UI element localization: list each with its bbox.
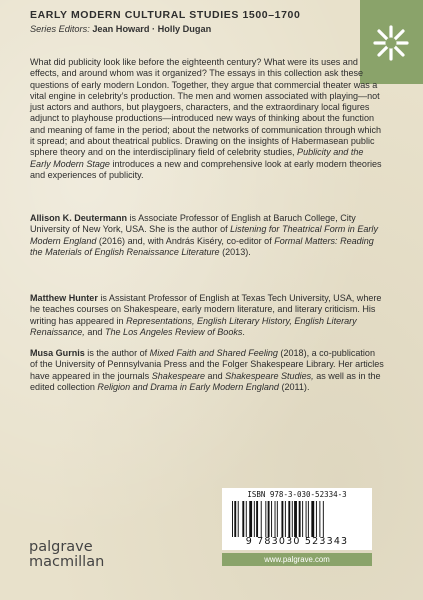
publisher-url-bar <box>222 553 372 566</box>
bio-book-title: Mixed Faith and Shared Feeling <box>149 348 278 358</box>
description-text-end: introduces a new and comprehensive look at early modern theories and experiences of publicity. <box>30 158 382 180</box>
bio-book-title: Religion and Drama in Early Modern England <box>97 381 279 392</box>
bio-text: (2013). <box>219 246 251 257</box>
publisher-logo-text <box>29 540 104 570</box>
isbn-digits: 9 783030 523343 <box>245 536 349 547</box>
bio-journal-titles: Representations, English Literary History, English Literary Renaissance, <box>30 315 357 337</box>
bio-text: (2016) and, with András Kiséry, co-editor of <box>96 235 275 246</box>
bio-text: (2011). <box>278 381 310 392</box>
author-bio-hunter <box>30 293 385 338</box>
barcode-bars <box>230 501 364 537</box>
bio-journal-title: Shakespeare Studies, <box>225 370 314 381</box>
bio-text: is Associate Professor of English at Baruch College, City University of New York, USA. She is the author of <box>30 213 356 235</box>
bio-journal-title: The Los Angeles Review of Books <box>104 326 243 337</box>
series-editors-names: Jean Howard · Holly Dugan <box>92 24 212 34</box>
bio-book-title: Listening for Theatrical Form in Early Modern England <box>30 224 378 246</box>
publisher-url: www.palgrave.com <box>264 555 330 564</box>
bio-text: is Assistant Professor of English at Texas Tech University, USA, where he teaches courses on Shakespeare, early modern literature, and literary criticism. His writing has appeared in <box>30 293 382 326</box>
bio-journal-title: Shakespeare <box>151 370 206 381</box>
publisher-name-line1: palgrave <box>29 539 93 555</box>
author-name: Matthew Hunter <box>30 293 98 303</box>
description-text: What did publicity look like before the eighteenth century? What were its uses and effects, and around whom was it organized? The essays in this collection ask these questions of early modern London. Together, they argue that commercial theater was a vital engine in celebrity’s production. The men and women associated with playing—not just actors and authors, but playgoers, characters, and the extraordinary local figures adjunct to playhouse productions—introduced new ways of thinking about the function and meaning of fame in the period; about the networks of communication through which it spread; and about theatrical publics. Drawing on the insights of Habermasean public sphere theory and on the interdisciplinary field of celebrity studies, <box>30 57 382 158</box>
bio-text: . <box>242 326 245 337</box>
author-name: Allison K. Deutermann <box>30 213 128 223</box>
series-editors-label: Series Editors: <box>30 24 90 34</box>
author-bio-gurnis <box>30 348 385 393</box>
book-description <box>30 57 385 181</box>
description-book-title: Publicity and the Early Modern Stage <box>30 147 364 169</box>
bio-text: (2018), a co-publication of the University of Pennsylvania Press and the Folger Shakespeare Library. Her articles have appeared in the journals <box>30 348 384 381</box>
isbn-label: ISBN 978-3-030-52334-3 <box>247 490 347 499</box>
author-bio-deutermann <box>30 213 385 258</box>
isbn-barcode <box>222 488 372 550</box>
publisher-name-line2: macmillan <box>29 554 105 570</box>
bio-text: and <box>205 370 226 381</box>
bio-text: as well as in the edited collection <box>30 370 381 392</box>
bio-text: and <box>84 326 105 337</box>
series-editors <box>30 24 211 34</box>
bio-text: is the author of <box>84 348 150 358</box>
author-name: Musa Gurnis <box>30 348 85 358</box>
series-title: EARLY MODERN CULTURAL STUDIES 1500–1700 <box>30 9 301 21</box>
bio-book-title: Formal Matters: Reading the Materials of English Renaissance Literature <box>30 235 374 257</box>
